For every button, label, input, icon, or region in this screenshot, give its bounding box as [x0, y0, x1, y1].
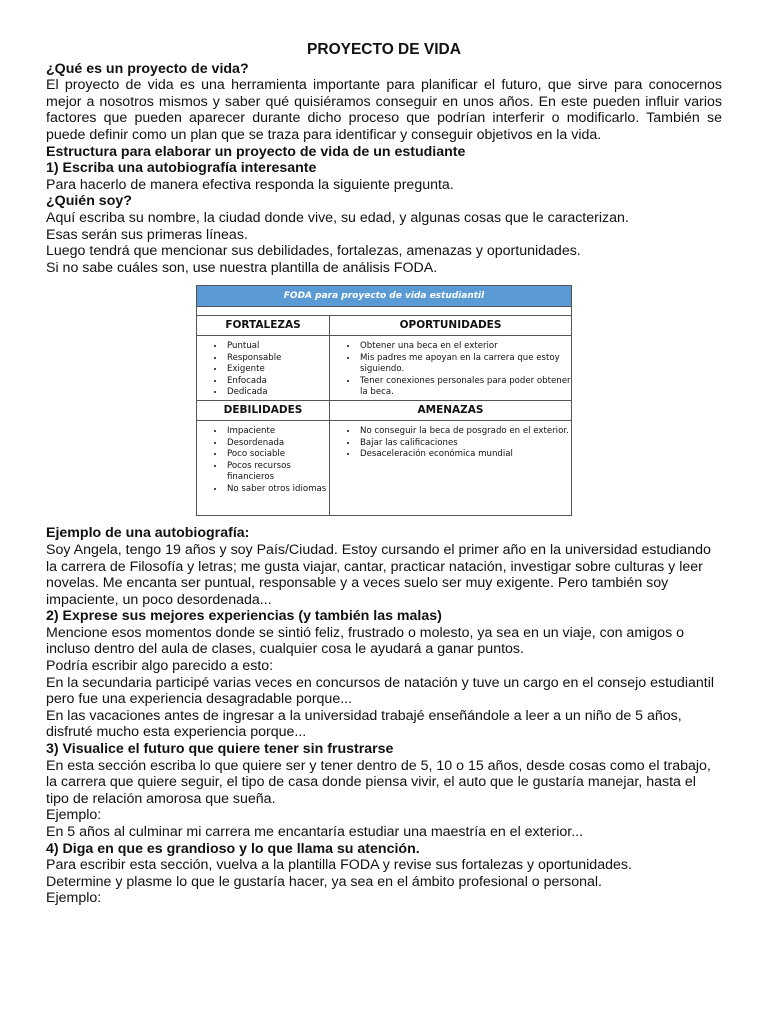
page-title: PROYECTO DE VIDA [307, 41, 461, 58]
step3-heading: 3) Visualice el futuro que quiere tener sin frustrarse [46, 741, 394, 758]
step2-line2: Podría escribir algo parecido a esto: [46, 658, 274, 675]
step4-example-label: Ejemplo: [46, 890, 102, 907]
step1-line1: Para hacerlo de manera efectiva responda la siguiente pregunta. [46, 176, 454, 193]
step3-example: En 5 años al culminar mi carrera me encantaría estudiar una maestría en el exterior... [46, 824, 584, 840]
foda-list-item: • Obtener una beca en el exterior [358, 341, 571, 353]
foda-list-item: • No saber otros idiomas [225, 484, 329, 496]
step4-line2: Determine y plasme lo que le gustaría hacer, ya sea en el ámbito profesional o personal. [46, 873, 602, 890]
foda-list-item: • Desordenada [225, 438, 329, 450]
foda-list-item: • Tener conexiones personales para poder obtener la beca. [358, 376, 571, 399]
foda-debilidades-cell [197, 421, 330, 516]
example-bio-heading: Ejemplo de una autobiografía: [46, 525, 250, 542]
foda-table [196, 285, 572, 516]
step3-text: En esta sección escriba lo que quiere ser y tener dentro de 5, 10 o 15 años, desde cosas como el trabajo, la carrera que quiere seguir, el tipo de casa donde piensa vivir, el auto que le gustaría manejar, hasta el tipo de relación amorosa que sueña. [46, 757, 711, 807]
step1-heading: 1) Escriba una autobiografía interesante [46, 160, 317, 177]
step1-line2: Aquí escriba su nombre, la ciudad donde vive, su edad, y algunas cosas que le caracterizan. [46, 209, 629, 226]
foda-list-item: • Desaceleración económica mundial [358, 449, 571, 461]
foda-title: FODA para proyecto de vida estudiantil [197, 286, 572, 307]
document-page [46, 42, 722, 907]
foda-list-item: • Exigente [225, 364, 329, 376]
step1-question: ¿Quién soy? [46, 193, 132, 210]
foda-list-item: • Poco sociable [225, 449, 329, 461]
foda-list-item: • Responsable [225, 353, 329, 365]
step4-heading: 4) Diga en que es grandioso y lo que llama su atención. [46, 840, 420, 857]
foda-list-item: • Dedicada [225, 387, 329, 399]
foda-amenazas-cell [330, 421, 572, 516]
foda-amenazas-header: AMENAZAS [330, 401, 572, 421]
intro-paragraph: El proyecto de vida es una herramienta importante para planificar el futuro, que sirve para conocernos mejor a nosotros mismos y saber qué quisiéramos conseguir en unos años. En este pueden influir varios factores que pueden aparecer durante dicho proceso que podrían interferir o modificarlo. También se puede definir como un plan que se traza para identificar y conseguir objetivos en la vida. [46, 77, 722, 143]
foda-fortalezas-cell [197, 336, 330, 401]
foda-list-item: • Bajar las calificaciones [358, 438, 571, 450]
foda-oportunidades-cell [330, 336, 572, 401]
step4-line1: Para escribir esta sección, vuelva a la plantilla FODA y revise sus fortalezas y oportunidades. [46, 857, 632, 874]
step2-example2: En las vacaciones antes de ingresar a la universidad trabajé enseñándole a leer a un niño de 5 años, disfruté mucho esta experiencia porque... [46, 707, 682, 741]
step2-heading: 2) Exprese sus mejores experiencias (y también las malas) [46, 608, 442, 625]
foda-list-item: • Enfocada [225, 376, 329, 388]
step3-example-label: Ejemplo: [46, 807, 102, 824]
step1-line3: Esas serán sus primeras líneas. [46, 226, 248, 243]
foda-fortalezas-header: FORTALEZAS [197, 316, 330, 336]
foda-list-item: • No conseguir la beca de posgrado en el exterior. [358, 426, 571, 438]
example-bio-text: Soy Angela, tengo 19 años y soy País/Ciudad. Estoy cursando el primer año en la universidad estudiando la carrera de Filosofía y letras; me gusta viajar, cantar, practicar natación, investigar sobre culturas y leer novelas. Me encanta ser puntual, responsable y a veces suelo ser muy exigente. Pero también soy impaciente, un poco desordenada... [46, 541, 711, 608]
foda-list-item: • Impaciente [225, 426, 329, 438]
step1-line4: Luego tendrá que mencionar sus debilidades, fortalezas, amenazas y oportunidades. [46, 243, 581, 260]
foda-list-item: • Pocos recursos financieros [225, 461, 329, 484]
foda-oportunidades-header: OPORTUNIDADES [330, 316, 572, 336]
intro-heading: ¿Qué es un proyecto de vida? [46, 60, 249, 77]
step2-text: Mencione esos momentos donde se sintió feliz, frustrado o molesto, ya sea en un viaje, con amigos o incluso dentro del aula de clases, cualquier cosa le ayudará a ganar puntos. [46, 624, 684, 658]
step2-example1: En la secundaria participé varias veces en concursos de natación y tuve un cargo en el consejo estudiantil pero fue una experiencia desagradable porque... [46, 674, 714, 708]
foda-list-item: • Mis padres me apoyan en la carrera que estoy siguiendo. [358, 353, 571, 376]
structure-heading: Estructura para elaborar un proyecto de vida de un estudiante [46, 143, 466, 160]
foda-list-item: • Puntual [225, 341, 329, 353]
foda-debilidades-header: DEBILIDADES [197, 401, 330, 421]
step1-line5: Si no sabe cuáles son, use nuestra plantilla de análisis FODA. [46, 259, 438, 276]
